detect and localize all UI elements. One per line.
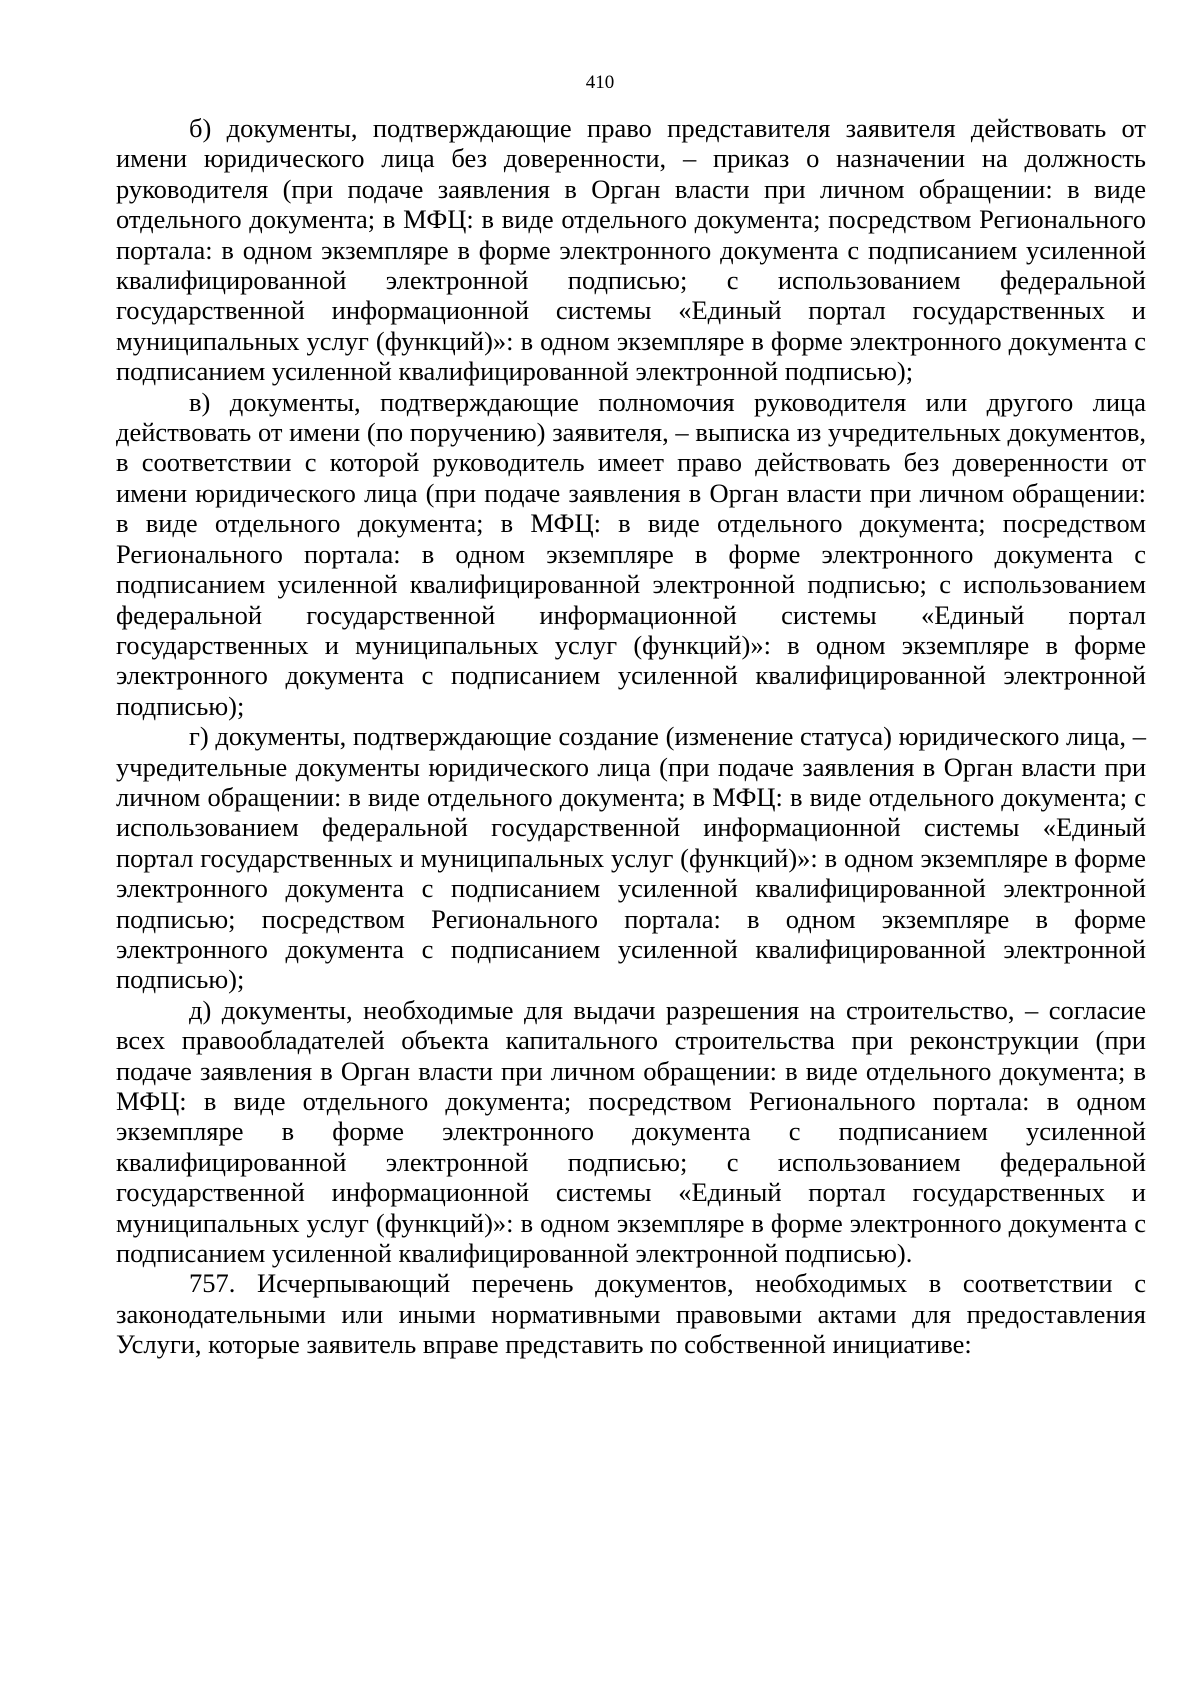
paragraph-v: в) документы, подтверждающие полномочия руководителя или другого лица действовать от имени (по поручению) заявителя, – выписка из учредительных документов, в соответствии с которой руководитель имеет право действовать без доверенности от имени юридического лица (при подаче заявления в Орган власти при личном обращении: в виде отдельного документа; в МФЦ: в виде отдельного документа; посредством Регионального портала: в одном экземпляре в форме электронного документа с подписанием усиленной квалифицированной электронной подписью; с использованием федеральной государственной информационной системы «Единый портал государственных и муниципальных услуг (функций)»: в одном экземпляре в форме электронного документа с подписанием усиленной квалифицированной электронной подписью); [116,386,1146,721]
paragraph-757: 757. Исчерпывающий перечень документов, необходимых в соответствии с законодательными или иными нормативными правовыми актами для предоставления Услуги, которые заявитель вправе представить по собственной инициативе: [116,1268,1146,1360]
paragraph-b: б) документы, подтверждающие право представителя заявителя действовать от имени юридического лица без доверенности, – приказ о назначении на должность руководителя (при подаче заявления в Орган власти при личном обращении: в виде отдельного документа; в МФЦ: в виде отдельного документа; посредством Регионального портала: в одном экземпляре в форме электронного документа с подписанием усиленной квалифицированной электронной подписью; с использованием федеральной государственной информационной системы «Единый портал государственных и муниципальных услуг (функций)»: в одном экземпляре в форме электронного документа с подписанием усиленной квалифицированной электронной подписью); [116,113,1146,387]
page-number: 410 [585,72,615,93]
document-body [116,113,1146,1360]
paragraph-d: д) документы, необходимые для выдачи разрешения на строительство, – согласие всех правообладателей объекта капитального строительства при реконструкции (при подаче заявления в Орган власти при личном обращении: в виде отдельного документа; в МФЦ: в виде отдельного документа; посредством Регионального портала: в одном экземпляре в форме электронного документа с подписанием усиленной квалифицированной электронной подписью; с использованием федеральной государственной информационной системы «Единый портал государственных и муниципальных услуг (функций)»: в одном экземпляре в форме электронного документа с подписанием усиленной квалифицированной электронной подписью). [116,994,1146,1269]
paragraph-g: г) документы, подтверждающие создание (изменение статуса) юридического лица, – учредительные документы юридического лица (при подаче заявления в Орган власти при личном обращении: в виде отдельного документа; в МФЦ: в виде отдельного документа; с использованием федеральной государственной информационной системы «Единый портал государственных и муниципальных услуг (функций)»: в одном экземпляре в форме электронного документа с подписанием усиленной квалифицированной электронной подписью; посредством Регионального портала: в одном экземпляре в форме электронного документа с подписанием усиленной квалифицированной электронной подписью); [116,721,1146,995]
